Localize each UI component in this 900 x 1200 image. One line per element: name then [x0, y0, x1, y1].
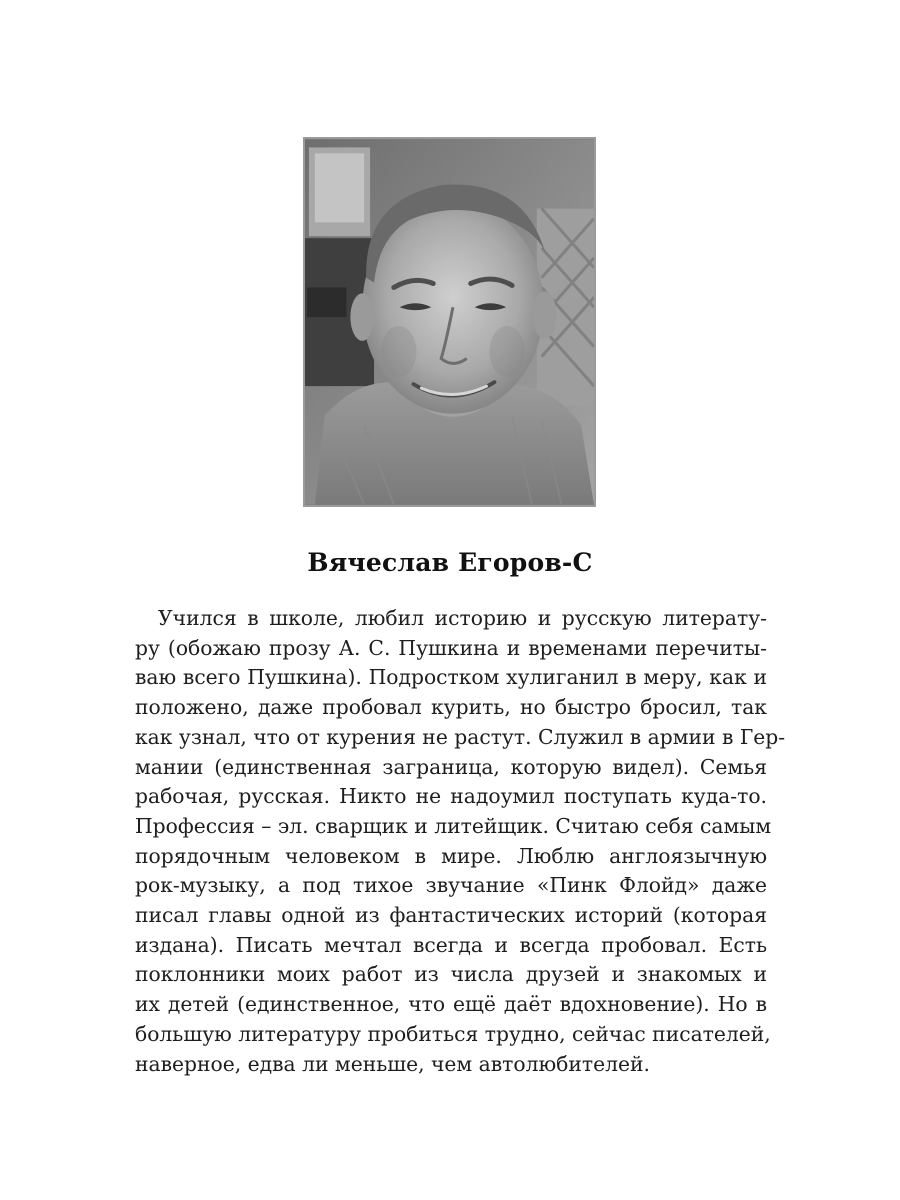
bio-line: рок-музыку, а под тихое звучание «Пинк Флойд» даже: [135, 873, 767, 898]
bio-line: писал главы одной из фантастических историй (которая: [135, 903, 767, 928]
bio-line: Учился в школе, любил историю и русскую литерату-: [158, 606, 767, 630]
bio-line: ру (обожаю прозу А. С. Пушкина и временами перечиты-: [135, 635, 767, 660]
author-portrait-image: [305, 139, 594, 505]
author-photo: [303, 137, 596, 507]
bio-line: положено, даже пробовал курить, но быстро бросил, так: [135, 695, 767, 720]
bio-line: большую литературу пробиться трудно, сейчас писателей,: [135, 1021, 771, 1046]
bio-line: как узнал, что от курения не растут. Служил в армии в Гер-: [135, 724, 786, 749]
bio-line: мании (единственная заграница, которую видел). Семья: [135, 754, 767, 779]
bio-line: наверное, едва ли меньше, чем автолюбителей.: [135, 1051, 650, 1076]
bio-line: порядочным человеком в мире. Люблю англоязычную: [135, 843, 767, 868]
bio-line: поклонники моих работ из числа друзей и знакомых и: [135, 962, 767, 987]
bio-line: ваю всего Пушкина). Подростком хулиганил в меру, как и: [135, 665, 767, 690]
bio-line: их детей (единственное, что ещё даёт вдохновение). Но в: [135, 992, 767, 1017]
author-biography: [135, 604, 786, 1079]
bio-line: издана). Писать мечтал всегда и всегда пробовал. Есть: [135, 932, 767, 957]
author-name-heading: Вячеслав Егоров-С: [307, 548, 593, 577]
bio-line: Профессия – эл. сварщик и литейщик. Считаю себя самым: [135, 813, 772, 838]
bio-line: рабочая, русская. Никто не надоумил поступать куда-то.: [135, 784, 767, 809]
